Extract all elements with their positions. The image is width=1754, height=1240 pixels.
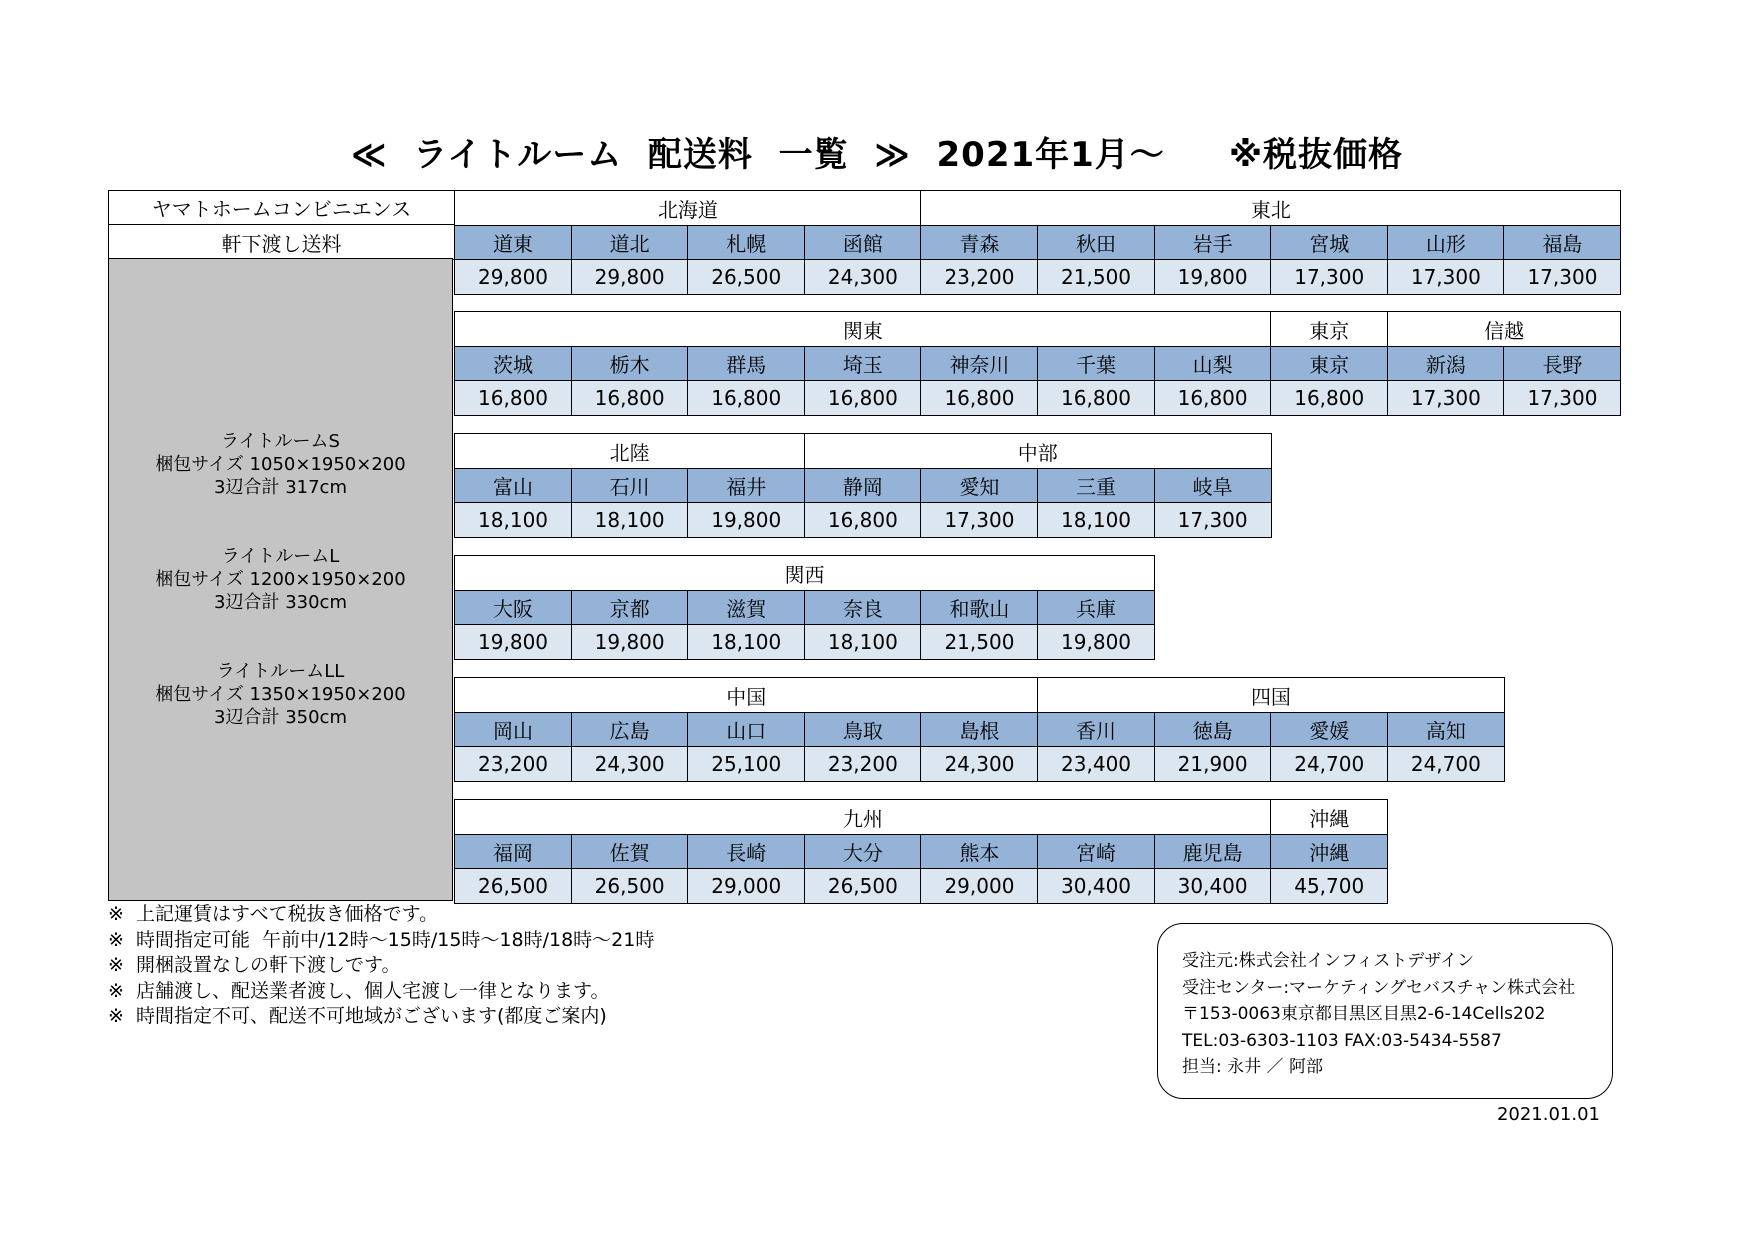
product-s — [108, 430, 453, 499]
price-cell: 18,100 — [1037, 502, 1155, 538]
prefecture-cell: 群馬 — [687, 346, 805, 382]
prefecture-cell: 熊本 — [920, 834, 1038, 870]
prefecture-cell: 岐阜 — [1154, 468, 1272, 504]
prefecture-cell: 鹿児島 — [1154, 834, 1272, 870]
price-cell: 16,800 — [804, 502, 922, 538]
prefecture-cell: 香川 — [1037, 712, 1155, 748]
price-cell: 30,400 — [1037, 868, 1155, 904]
price-cell: 16,800 — [1154, 380, 1272, 416]
price-cell: 23,200 — [804, 746, 922, 782]
price-cell: 45,700 — [1270, 868, 1388, 904]
prefecture-cell: 札幌 — [687, 225, 805, 261]
note-item: ※ 開梱設置なしの軒下渡しです。 — [108, 954, 401, 976]
price-cell: 18,100 — [454, 502, 572, 538]
prefecture-cell: 道北 — [571, 225, 689, 261]
carrier-name-cell — [108, 190, 455, 225]
prefecture-cell: 愛知 — [920, 468, 1038, 504]
product-total: 3辺合計 350cm — [214, 707, 347, 728]
price-cell: 19,800 — [1154, 259, 1272, 295]
price-cell: 26,500 — [571, 868, 689, 904]
contact-order-source: 受注元:株式会社インフィストデザイン — [1182, 951, 1475, 971]
note-item: ※ 時間指定可能 午前中/12時～15時/15時～18時/18時～21時 — [108, 928, 655, 951]
prefecture-cell: 京都 — [571, 590, 689, 626]
region-header: 北海道 — [454, 190, 922, 226]
price-cell: 30,400 — [1154, 868, 1272, 904]
contact-person: 担当: 永井 ／ 阿部 — [1182, 1057, 1323, 1077]
price-cell: 21,900 — [1154, 746, 1272, 782]
price-cell: 17,300 — [1387, 380, 1505, 416]
price-cell: 17,300 — [1503, 380, 1621, 416]
prefecture-cell: 和歌山 — [920, 590, 1038, 626]
region-header: 東京 — [1270, 311, 1388, 347]
price-cell: 26,500 — [687, 259, 805, 295]
prefecture-cell: 富山 — [454, 468, 572, 504]
price-cell: 16,800 — [571, 380, 689, 416]
prefecture-cell: 岩手 — [1154, 225, 1272, 261]
note-item: ※ 店舗渡し、配送業者渡し、個人宅渡し一律となります。 — [108, 979, 610, 1002]
product-size: 梱包サイズ 1050×1950×200 — [155, 454, 406, 475]
price-cell: 17,300 — [1503, 259, 1621, 295]
product-l — [108, 545, 453, 614]
price-cell: 29,800 — [571, 259, 689, 295]
service-type-cell — [108, 224, 455, 260]
price-cell: 19,800 — [687, 502, 805, 538]
region-header: 北陸 — [454, 433, 805, 469]
prefecture-cell: 島根 — [920, 712, 1038, 748]
contact-address: 〒153-0063東京都目黒区目黒2-6-14Cells202 — [1182, 1004, 1546, 1024]
prefecture-cell: 愛媛 — [1270, 712, 1388, 748]
prefecture-cell: 石川 — [571, 468, 689, 504]
note-item: ※ 上記運賃はすべて税抜き価格です。 — [108, 903, 439, 925]
price-cell: 25,100 — [687, 746, 805, 782]
prefecture-cell: 広島 — [571, 712, 689, 748]
prefecture-cell: 埼玉 — [804, 346, 922, 382]
price-cell: 16,800 — [920, 380, 1038, 416]
price-cell: 19,800 — [454, 624, 572, 660]
price-cell: 16,800 — [804, 380, 922, 416]
prefecture-cell: 宮崎 — [1037, 834, 1155, 870]
prefecture-cell: 徳島 — [1154, 712, 1272, 748]
page-title: ≪ ライトルーム 配送料 一覧 ≫ 2021年1月～ ※税抜価格 — [350, 134, 1404, 175]
prefecture-cell: 山形 — [1387, 225, 1505, 261]
product-name: ライトルームLL — [216, 661, 345, 682]
price-cell: 17,300 — [1270, 259, 1388, 295]
region-header: 信越 — [1387, 311, 1622, 347]
product-total: 3辺合計 330cm — [214, 592, 347, 613]
prefecture-cell: 静岡 — [804, 468, 922, 504]
price-cell: 16,800 — [1037, 380, 1155, 416]
price-cell: 18,100 — [571, 502, 689, 538]
product-name: ライトルームL — [221, 546, 340, 567]
region-header: 四国 — [1037, 677, 1505, 713]
prefecture-cell: 福島 — [1503, 225, 1621, 261]
product-name: ライトルームS — [221, 431, 340, 452]
price-cell: 21,500 — [1037, 259, 1155, 295]
price-cell: 17,300 — [920, 502, 1038, 538]
prefecture-cell: 栃木 — [571, 346, 689, 382]
price-cell: 29,800 — [454, 259, 572, 295]
prefecture-cell: 兵庫 — [1037, 590, 1155, 626]
prefecture-cell: 新潟 — [1387, 346, 1505, 382]
prefecture-cell: 福井 — [687, 468, 805, 504]
price-cell: 16,800 — [454, 380, 572, 416]
prefecture-cell: 奈良 — [804, 590, 922, 626]
price-cell: 24,700 — [1270, 746, 1388, 782]
region-header: 関西 — [454, 555, 1155, 591]
prefecture-cell: 山梨 — [1154, 346, 1272, 382]
price-cell: 23,200 — [454, 746, 572, 782]
product-ll — [108, 660, 453, 729]
product-total: 3辺合計 317cm — [214, 477, 347, 498]
prefecture-cell: 沖縄 — [1270, 834, 1388, 870]
prefecture-cell: 高知 — [1387, 712, 1505, 748]
note-item: ※ 時間指定不可、配送不可地域がございます(都度ご案内) — [108, 1005, 607, 1027]
prefecture-cell: 道東 — [454, 225, 572, 261]
prefecture-cell: 長野 — [1503, 346, 1621, 382]
price-cell: 26,500 — [454, 868, 572, 904]
price-cell: 29,000 — [920, 868, 1038, 904]
region-header: 沖縄 — [1270, 799, 1388, 835]
region-header: 東北 — [920, 190, 1621, 226]
prefecture-cell: 鳥取 — [804, 712, 922, 748]
price-cell: 19,800 — [1037, 624, 1155, 660]
prefecture-cell: 宮城 — [1270, 225, 1388, 261]
price-cell: 29,000 — [687, 868, 805, 904]
contact-phone-fax: TEL:03-6303-1103 FAX:03-5434-5587 — [1182, 1030, 1502, 1051]
prefecture-cell: 岡山 — [454, 712, 572, 748]
contact-box — [1157, 923, 1613, 1099]
region-header: 九州 — [454, 799, 1272, 835]
prefecture-cell: 東京 — [1270, 346, 1388, 382]
price-cell: 17,300 — [1154, 502, 1272, 538]
prefecture-cell: 大分 — [804, 834, 922, 870]
prefecture-cell: 三重 — [1037, 468, 1155, 504]
prefecture-cell: 山口 — [687, 712, 805, 748]
region-header: 関東 — [454, 311, 1272, 347]
price-cell: 17,300 — [1387, 259, 1505, 295]
price-cell: 21,500 — [920, 624, 1038, 660]
price-cell: 26,500 — [804, 868, 922, 904]
prefecture-cell: 函館 — [804, 225, 922, 261]
price-cell: 16,800 — [687, 380, 805, 416]
region-header: 中部 — [804, 433, 1272, 469]
prefecture-cell: 大阪 — [454, 590, 572, 626]
prefecture-cell: 秋田 — [1037, 225, 1155, 261]
notes — [108, 902, 1008, 1030]
price-cell: 24,300 — [571, 746, 689, 782]
service-type: 軒下渡し送料 — [221, 231, 342, 256]
prefecture-cell: 福岡 — [454, 834, 572, 870]
product-size: 梱包サイズ 1350×1950×200 — [155, 684, 406, 705]
document-date: 2021.01.01 — [1496, 1104, 1600, 1125]
carrier-name: ヤマトホームコンビニエンス — [151, 197, 412, 221]
price-cell: 18,100 — [804, 624, 922, 660]
price-cell: 16,800 — [1270, 380, 1388, 416]
prefecture-cell: 茨城 — [454, 346, 572, 382]
prefecture-cell: 青森 — [920, 225, 1038, 261]
price-cell: 23,400 — [1037, 746, 1155, 782]
prefecture-cell: 長崎 — [687, 834, 805, 870]
prefecture-cell: 滋賀 — [687, 590, 805, 626]
price-cell: 18,100 — [687, 624, 805, 660]
prefecture-cell: 神奈川 — [920, 346, 1038, 382]
contact-order-center: 受注センター:マーケティングセバスチャン株式会社 — [1182, 977, 1576, 998]
prefecture-cell: 佐賀 — [571, 834, 689, 870]
price-cell: 19,800 — [571, 624, 689, 660]
region-header: 中国 — [454, 677, 1039, 713]
price-cell: 24,300 — [804, 259, 922, 295]
price-cell: 24,300 — [920, 746, 1038, 782]
prefecture-cell: 千葉 — [1037, 346, 1155, 382]
price-cell: 23,200 — [920, 259, 1038, 295]
product-size: 梱包サイズ 1200×1950×200 — [155, 569, 406, 590]
price-cell: 24,700 — [1387, 746, 1505, 782]
